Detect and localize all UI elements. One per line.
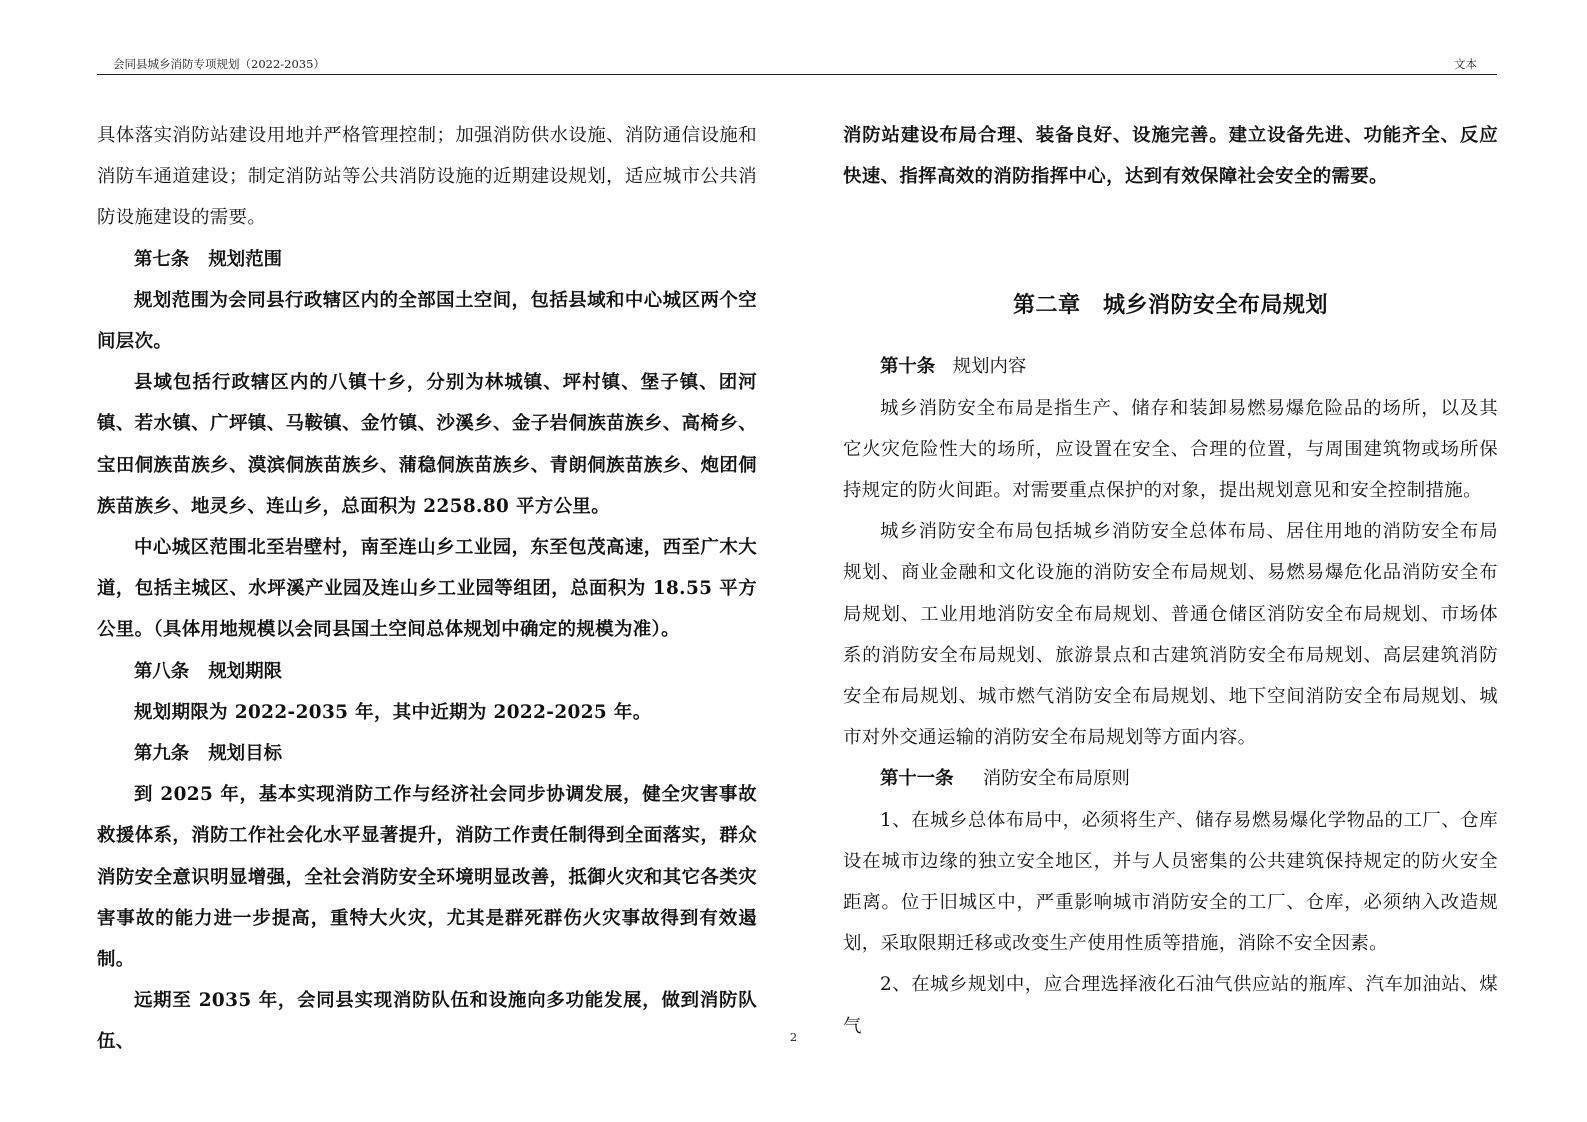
article-heading-10 <box>843 346 1498 387</box>
article-number: 第十一条 <box>880 768 954 790</box>
article-title: 规划期限 <box>208 660 282 682</box>
paragraph: 城乡消防安全布局包括城乡消防安全总体布局、居住用地的消防安全布局规划、商业金融和文化设施的消防安全布局规划、易燃易爆危化品消防安全布局规划、工业用地消防安全布局规划、普通仓储区消防安全布局规划、市场体系的消防安全布局规划、旅游景点和古建筑消防安全布局规划、高层建筑消防安全布局规划、城市燃气消防安全布局规划、地下空间消防安全布局规划、城市对外交通运输的消防安全布局规划等方面内容。 <box>843 521 1498 749</box>
paragraph: 中心城区范围北至岩壁村，南至连山乡工业园，东至包茂高速，西至广木大道，包括主城区、水坪溪产业园及连山乡工业园等组团，总面积为 18.55 平方公里。（具体用地规模以会同县国土空间总体规划中确定的规模为准）。 <box>97 537 757 641</box>
paragraph: 规划范围为会同县行政辖区内的全部国土空间，包括县域和中心城区两个空间层次。 <box>97 289 757 353</box>
paragraph: 1、在城乡总体布局中，必须将生产、储存易燃易爆化学物品的工厂、仓库设在城市边缘的独立安全地区，并与人员密集的公共建筑保持规定的防火安全距离。位于旧城区中，严重影响城市消防安全的工厂、仓库，必须纳入改造规划，采取限期迁移或改变生产使用性质等措施，消除不安全因素。 <box>843 809 1498 955</box>
article-title: 消防安全布局原则 <box>982 768 1130 790</box>
paragraph: 县域包括行政辖区内的八镇十乡，分别为林城镇、坪村镇、堡子镇、团河镇、若水镇、广坪镇、马鞍镇、金竹镇、沙溪乡、金子岩侗族苗族乡、高椅乡、宝田侗族苗族乡、漠滨侗族苗族乡、蒲稳侗族苗族乡、青朗侗族苗族乡、炮团侗族苗族乡、地灵乡、连山乡，总面积为 2258.80 平方公里。 <box>97 372 757 517</box>
article-number: 第十条 <box>880 356 936 378</box>
paragraph: 2、在城乡规划中，应合理选择液化石油气供应站的瓶库、汽车加油站、煤气 <box>843 974 1498 1037</box>
paragraph: 到 2025 年，基本实现消防工作与经济社会同步协调发展，健全灾害事故救援体系，消防工作社会化水平显著提升，消防工作责任制得到全面落实，群众消防安全意识明显增强，全社会消防安全环境明显改善，抵御火灾和其它各类灾害事故的能力进一步提高，重特大火灾，尤其是群死群伤火灾事故得到有效遏制。 <box>97 784 757 971</box>
article-number: 第八条 <box>134 660 190 682</box>
article-heading-8 <box>97 651 757 692</box>
article-title: 规划范围 <box>208 248 282 270</box>
document-type-label: 文本 <box>1454 57 1477 71</box>
article-number: 第七条 <box>134 248 190 270</box>
right-column <box>843 115 1498 1047</box>
article-heading-9 <box>97 733 757 774</box>
left-column <box>97 115 757 1063</box>
page-header <box>97 54 1497 75</box>
chapter-heading: 第二章 城乡消防安全布局规划 <box>1012 293 1328 319</box>
article-number: 第九条 <box>134 743 190 765</box>
paragraph: 具体落实消防站建设用地并严格管理控制；加强消防供水设施、消防通信设施和消防车通道建设；制定消防站等公共消防设施的近期建设规划，适应城市公共消防设施建设的需要。 <box>97 125 757 229</box>
paragraph: 规划期限为 2022-2035 年，其中近期为 2022-2025 年。 <box>134 701 652 723</box>
paragraph: 城乡消防安全布局是指生产、储存和装卸易燃易爆危险品的场所，以及其它火灾危险性大的场所，应设置在安全、合理的位置，与周围建筑物或场所保持规定的防火间距。对需要重点保护的对象，提出规划意见和安全控制措施。 <box>843 397 1498 502</box>
page-number: 2 <box>789 1030 798 1044</box>
article-heading-7 <box>97 239 757 280</box>
article-heading-11 <box>843 758 1498 799</box>
paragraph: 消防站建设布局合理、装备良好、设施完善。建立设备先进、功能齐全、反应快速、指挥高效的消防指挥中心，达到有效保障社会安全的需要。 <box>843 125 1498 188</box>
article-title: 规划内容 <box>952 356 1027 378</box>
article-title: 规划目标 <box>208 743 282 765</box>
document-title: 会同县城乡消防专项规划（2022-2035） <box>113 57 325 71</box>
paragraph: 远期至 2035 年，会同县实现消防队伍和设施向多功能发展，做到消防队伍、 <box>97 990 757 1053</box>
